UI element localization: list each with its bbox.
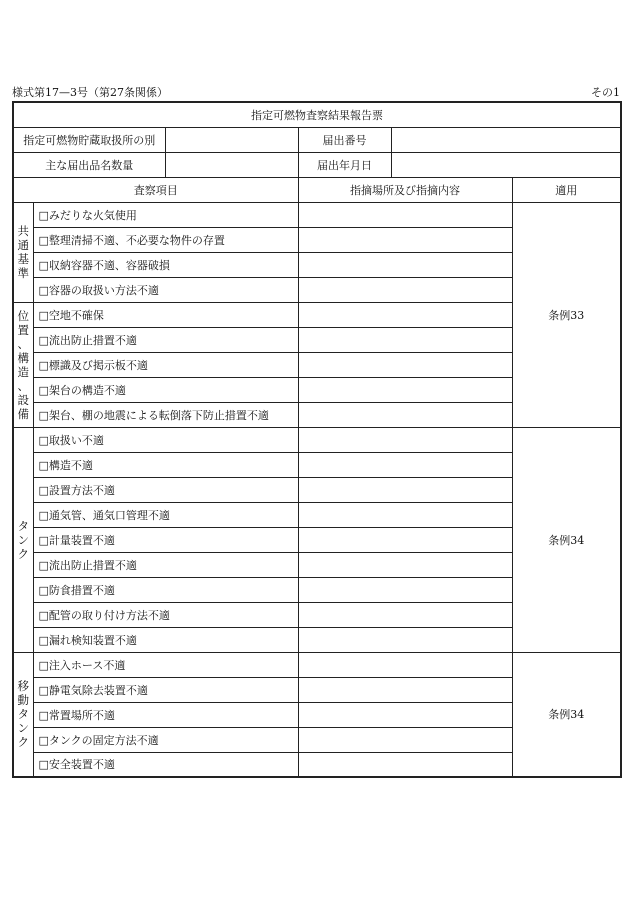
group-label-char: 移 — [17, 679, 29, 694]
inspection-item[interactable] — [33, 602, 298, 627]
findings-field[interactable] — [298, 727, 512, 752]
inspection-item-label: 構造不適 — [48, 458, 93, 472]
findings-field[interactable] — [298, 577, 512, 602]
checkbox-icon[interactable]: □ — [38, 758, 49, 772]
inspection-item[interactable] — [33, 452, 298, 477]
inspection-item-label: 通気管、通気口管理不適 — [48, 508, 170, 522]
group-label-char: ン — [17, 532, 29, 547]
form-number: 様式第17—3号（第27条関係） — [12, 86, 168, 99]
checkbox-icon[interactable]: □ — [38, 458, 49, 472]
findings-field[interactable] — [298, 652, 512, 677]
item-row — [13, 427, 621, 452]
checkbox-icon[interactable]: □ — [38, 708, 49, 722]
checkbox-icon[interactable]: □ — [38, 283, 49, 297]
checkbox-icon[interactable]: □ — [38, 658, 49, 672]
group-label-char: 、 — [17, 336, 29, 351]
inspection-item[interactable] — [33, 227, 298, 252]
item-row — [13, 202, 621, 227]
findings-field[interactable] — [298, 702, 512, 727]
findings-field[interactable] — [298, 402, 512, 427]
inspection-item[interactable] — [33, 627, 298, 652]
group-label — [13, 652, 33, 777]
main-items-label: 主な届出品名数量 — [13, 152, 165, 177]
group-label-char: 基 — [17, 252, 29, 266]
group-label-char: 構 — [17, 350, 29, 365]
group-label-char: 位 — [17, 308, 29, 323]
inspection-item[interactable] — [33, 577, 298, 602]
group-label-char: 、 — [17, 378, 29, 393]
inspection-item-label: 静電気除去装置不適 — [48, 683, 148, 697]
checkbox-icon[interactable]: □ — [38, 633, 49, 647]
checkbox-icon[interactable]: □ — [38, 683, 49, 697]
inspection-item-label: 標識及び掲示板不適 — [48, 358, 148, 372]
group-label-char: ク — [17, 546, 29, 561]
group-label-char: タ — [17, 518, 29, 533]
inspection-item[interactable] — [33, 402, 298, 427]
inspection-item[interactable] — [33, 252, 298, 277]
application-header: 適用 — [512, 177, 621, 202]
inspection-item-label: 漏れ検知装置不適 — [48, 633, 137, 647]
group-label-char: 備 — [17, 406, 29, 421]
inspection-item-label: 安全装置不適 — [48, 758, 115, 772]
findings-field[interactable] — [298, 377, 512, 402]
findings-field[interactable] — [298, 227, 512, 252]
inspection-item-label: 架台の構造不適 — [48, 383, 126, 397]
findings-field[interactable] — [298, 452, 512, 477]
inspection-item[interactable] — [33, 327, 298, 352]
checkbox-icon[interactable]: □ — [38, 558, 49, 572]
checkbox-icon[interactable]: □ — [38, 583, 49, 597]
findings-field[interactable] — [298, 327, 512, 352]
checkbox-icon[interactable]: □ — [38, 608, 49, 622]
checkbox-icon[interactable]: □ — [38, 508, 49, 522]
inspection-item-label: みだりな火気使用 — [48, 208, 137, 222]
inspection-item[interactable] — [33, 302, 298, 327]
group-label — [13, 427, 33, 652]
checkbox-icon[interactable]: □ — [38, 733, 49, 747]
inspection-item-label: 容器の取扱い方法不適 — [48, 283, 159, 297]
inspection-item-label: 配管の取り付け方法不適 — [48, 608, 170, 622]
inspection-item[interactable] — [33, 377, 298, 402]
inspection-item[interactable] — [33, 752, 298, 777]
checkbox-icon[interactable]: □ — [38, 308, 49, 322]
notification-number-label: 届出番号 — [298, 127, 391, 152]
findings-field[interactable] — [298, 202, 512, 227]
inspection-item[interactable] — [33, 277, 298, 302]
checkbox-icon[interactable]: □ — [38, 533, 49, 547]
inspection-item[interactable] — [33, 652, 298, 677]
findings-field[interactable] — [298, 677, 512, 702]
facility-type-label: 指定可燃物貯蔵取扱所の別 — [13, 127, 165, 152]
checkbox-icon[interactable]: □ — [38, 433, 49, 447]
findings-field[interactable] — [298, 752, 512, 777]
findings-field[interactable] — [298, 502, 512, 527]
checkbox-icon[interactable]: □ — [38, 383, 49, 397]
checkbox-icon[interactable]: □ — [38, 233, 49, 247]
checkbox-icon[interactable]: □ — [38, 258, 49, 272]
inspection-item[interactable] — [33, 427, 298, 452]
inspection-report-table — [12, 101, 622, 778]
notification-date-label: 届出年月日 — [298, 152, 391, 177]
findings-field[interactable] — [298, 527, 512, 552]
checkbox-icon[interactable]: □ — [38, 333, 49, 347]
inspection-item-label: 空地不確保 — [48, 308, 104, 322]
findings-header: 指摘場所及び指摘内容 — [298, 177, 512, 202]
notification-number-field[interactable] — [391, 127, 621, 152]
group-label-char: ン — [17, 721, 29, 736]
inspection-item[interactable] — [33, 352, 298, 377]
application-cell: 条例34 — [512, 652, 621, 777]
item-row — [13, 652, 621, 677]
inspection-item[interactable] — [33, 552, 298, 577]
inspection-item-label: 計量装置不適 — [48, 533, 115, 547]
inspection-item-label: 取扱い不適 — [48, 433, 104, 447]
inspection-item-label: 架台、棚の地震による転倒落下防止措置不適 — [48, 408, 269, 422]
notification-date-field[interactable] — [391, 152, 621, 177]
inspection-item[interactable] — [33, 677, 298, 702]
findings-field[interactable] — [298, 302, 512, 327]
main-items-field[interactable] — [165, 152, 298, 177]
inspection-item-label: 設置方法不適 — [48, 483, 115, 497]
group-label-char: 通 — [17, 238, 29, 252]
findings-field[interactable] — [298, 277, 512, 302]
group-label — [13, 302, 33, 427]
group-label-char: 準 — [17, 266, 29, 280]
checkbox-icon[interactable]: □ — [38, 358, 49, 372]
inspection-item[interactable] — [33, 502, 298, 527]
findings-field[interactable] — [298, 352, 512, 377]
findings-field[interactable] — [298, 552, 512, 577]
inspection-item[interactable] — [33, 477, 298, 502]
findings-field[interactable] — [298, 627, 512, 652]
facility-type-field[interactable] — [165, 127, 298, 152]
findings-field[interactable] — [298, 427, 512, 452]
checkbox-icon[interactable]: □ — [38, 208, 49, 222]
inspection-item-label: 収納容器不適、容器破損 — [48, 258, 170, 272]
inspection-item-label: 常置場所不適 — [48, 708, 115, 722]
inspection-item[interactable] — [33, 527, 298, 552]
group-label-char: 動 — [17, 693, 29, 708]
inspection-item-label: 整理清掃不適、不必要な物件の存置 — [48, 233, 225, 247]
findings-field[interactable] — [298, 602, 512, 627]
inspection-item[interactable] — [33, 727, 298, 752]
application-cell: 条例33 — [512, 202, 621, 427]
inspection-item[interactable] — [33, 202, 298, 227]
group-label-char: 共 — [17, 224, 29, 238]
page-label: その1 — [591, 86, 620, 99]
group-label — [13, 202, 33, 302]
group-label-char: 造 — [17, 364, 29, 379]
report-title: 指定可燃物査察結果報告票 — [13, 102, 621, 127]
findings-field[interactable] — [298, 477, 512, 502]
inspection-item-label: 流出防止措置不適 — [48, 558, 137, 572]
group-label-char: タ — [17, 707, 29, 722]
inspection-item-label: タンクの固定方法不適 — [48, 733, 159, 747]
inspection-item-label: 注入ホース不適 — [48, 658, 126, 672]
findings-field[interactable] — [298, 252, 512, 277]
group-label-char: ク — [17, 735, 29, 750]
inspection-items-header: 査察項目 — [13, 177, 298, 202]
application-cell: 条例34 — [512, 427, 621, 652]
inspection-item-label: 防食措置不適 — [48, 583, 115, 597]
checkbox-icon[interactable]: □ — [38, 408, 49, 422]
checkbox-icon[interactable]: □ — [38, 483, 49, 497]
inspection-item[interactable] — [33, 702, 298, 727]
inspection-item-label: 流出防止措置不適 — [48, 333, 137, 347]
group-label-char: 設 — [17, 392, 29, 407]
group-label-char: 置 — [17, 322, 29, 337]
